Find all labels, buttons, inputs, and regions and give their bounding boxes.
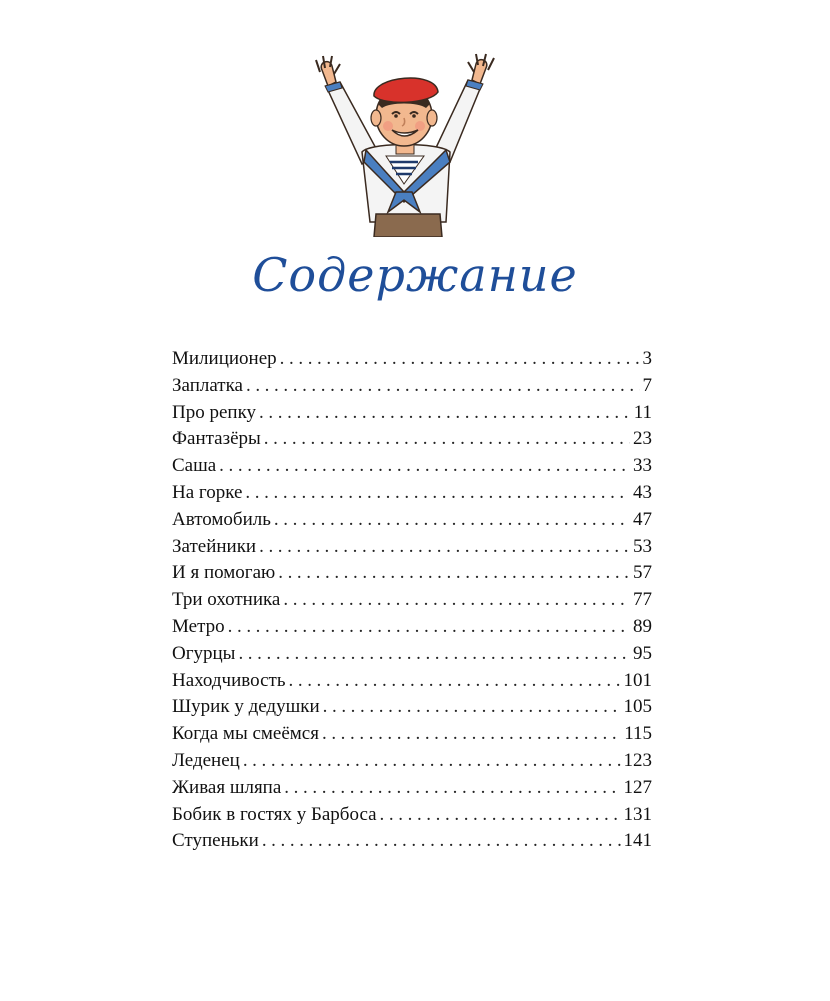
toc-entry-page: 131 (623, 803, 652, 825)
toc-entry-page: 77 (633, 589, 652, 611)
toc-entry-page: 105 (623, 696, 652, 718)
toc-entry (172, 828, 652, 855)
toc-entry-page: 33 (633, 455, 652, 477)
toc-entry-page: 115 (624, 723, 652, 745)
toc-entry-page: 141 (623, 830, 652, 852)
toc-dot-leader (219, 453, 630, 480)
page-title: Содержание (252, 248, 578, 302)
toc-dot-leader (284, 775, 620, 802)
toc-entry-title: Фантазёры (172, 428, 261, 450)
boy-illustration-icon (300, 52, 510, 237)
toc-entry-title: Саша (172, 455, 217, 477)
toc-dot-leader (243, 748, 621, 775)
toc-entry-title: Живая шляпа (172, 776, 282, 798)
toc-dot-leader (228, 614, 630, 641)
toc-dot-leader (323, 694, 621, 721)
toc-entry-page: 95 (633, 642, 652, 664)
toc-entry-page: 47 (633, 508, 652, 530)
toc-entry (172, 373, 652, 400)
toc-entry-page: 89 (633, 615, 652, 637)
toc-dot-leader (259, 400, 631, 427)
toc-entry-title: Ступеньки (172, 830, 259, 852)
toc-dot-leader (322, 721, 621, 748)
toc-entry-page: 7 (642, 374, 652, 396)
toc-entry-title: Бобик в гостях у Барбоса (172, 803, 377, 825)
toc-entry-title: Про репку (172, 401, 257, 423)
toc-dot-leader (246, 373, 640, 400)
toc-entry (172, 453, 652, 480)
toc-entry (172, 426, 652, 453)
toc-entry-title: Автомобиль (172, 508, 271, 530)
toc-entry (172, 507, 652, 534)
toc-entry (172, 802, 652, 829)
toc-dot-leader (264, 426, 630, 453)
table-of-contents (172, 346, 652, 855)
toc-dot-leader (380, 802, 621, 829)
toc-entry-page: 57 (633, 562, 652, 584)
toc-dot-leader (259, 534, 630, 561)
toc-dot-leader (278, 560, 630, 587)
toc-dot-leader (262, 828, 621, 855)
toc-entry-title: Три охотника (172, 589, 281, 611)
toc-dot-leader (238, 641, 630, 668)
toc-entry-title: Находчивость (172, 669, 286, 691)
toc-entry (172, 748, 652, 775)
toc-entry (172, 560, 652, 587)
toc-entry (172, 668, 652, 695)
toc-entry-page: 43 (633, 481, 652, 503)
toc-entry (172, 480, 652, 507)
toc-entry-title: Затейники (172, 535, 257, 557)
toc-entry-title: Огурцы (172, 642, 236, 664)
toc-entry (172, 400, 652, 427)
toc-entry-title: Заплатка (172, 374, 243, 396)
toc-dot-leader (280, 346, 640, 373)
toc-dot-leader (283, 587, 630, 614)
boy-sailor-illustration (300, 52, 510, 237)
toc-entry-page: 11 (633, 401, 652, 423)
toc-entry (172, 346, 652, 373)
toc-dot-leader (245, 480, 630, 507)
toc-entry (172, 614, 652, 641)
toc-entry-page: 127 (623, 776, 652, 798)
toc-entry-title: Леденец (172, 749, 240, 771)
toc-dot-leader (289, 668, 621, 695)
toc-entry (172, 641, 652, 668)
toc-entry-page: 23 (633, 428, 652, 450)
toc-entry-page: 53 (633, 535, 652, 557)
toc-entry (172, 587, 652, 614)
toc-entry-title: И я помогаю (172, 562, 276, 584)
toc-dot-leader (274, 507, 630, 534)
toc-entry-title: Метро (172, 615, 225, 637)
toc-entry (172, 721, 652, 748)
toc-entry-page: 3 (642, 348, 652, 369)
toc-entry-title: Когда мы смеёмся (172, 723, 319, 745)
toc-entry (172, 534, 652, 561)
toc-entry-title: Милиционер (172, 348, 277, 369)
toc-entry-title: На горке (172, 481, 243, 503)
toc-entry-page: 123 (623, 749, 652, 771)
toc-entry (172, 775, 652, 802)
toc-entry-page: 101 (623, 669, 652, 691)
toc-entry (172, 694, 652, 721)
toc-entry-title: Шурик у дедушки (172, 696, 320, 718)
